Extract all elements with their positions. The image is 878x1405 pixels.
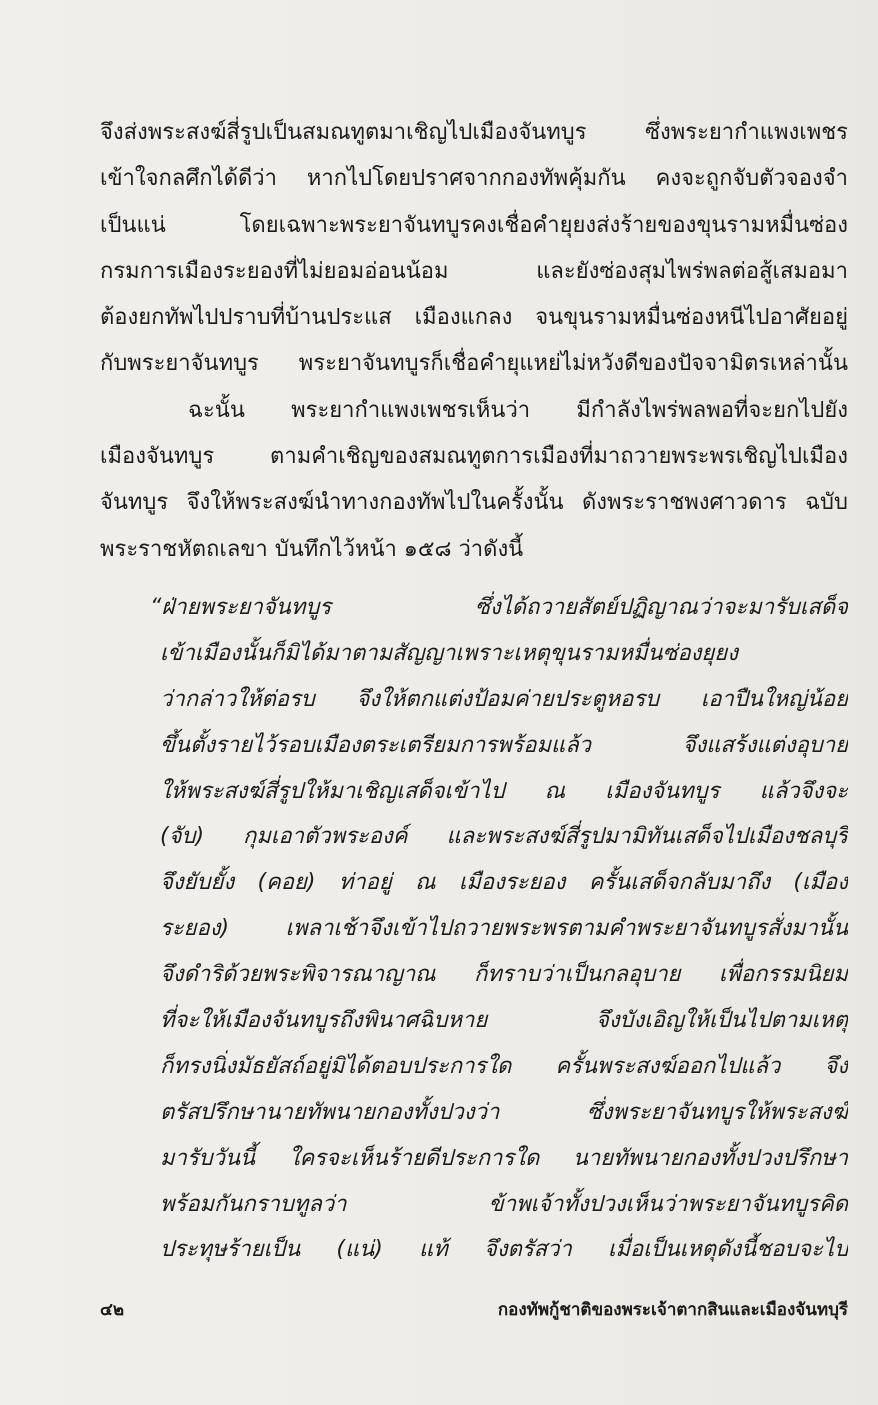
paragraph2-line: พระราชหัตถเลขา บันทึกไว้หน้า ๑๕๘ ว่าดังนี้ [100, 536, 524, 562]
paragraph1-line: เป็นแน่ โดยเฉพาะพระยาจันทบูรคงเชื่อคำยุยงส่งร้ายของขุนรามหมื่นซ่อง [100, 212, 848, 238]
quote-line: ให้พระสงฆ์สี่รูปให้มาเชิญเสด็จเข้าไป ณ เมืองจันทบูร แล้วจึงจะ [160, 778, 848, 804]
paragraph1-line: เข้าใจกลศึกได้ดีว่า หากไปโดยปราศจากกองทัพคุ้มกัน คงจะถูกจับตัวจองจำ [100, 166, 848, 192]
paragraph1-line: กับพระยาจันทบูร พระยาจันทบูรก็เชื่อคำยุแหย่ไม่หวังดีของปัจจามิตรเหล่านั้น [100, 351, 848, 377]
quote-line: ว่ากล่าวให้ต่อรบ จึงให้ตกแต่งป้อมค่ายประตูหอรบ เอาปืนใหญ่น้อย [160, 686, 848, 712]
quote-line: ระยอง) เพลาเช้าจึงเข้าไปถวายพระพรตามคำพระยาจันทบูรสั่งมานั้น [160, 916, 848, 942]
quote-line: “ฝ่ายพระยาจันทบูร ซึ่งได้ถวายสัตย์ปฏิญาณว่าจะมารับเสด็จ [150, 595, 848, 620]
paragraph1-line: กรมการเมืองระยองที่ไม่ยอมอ่อนน้อม และยังซ่องสุมไพร่พลต่อสู้เสมอมา [100, 258, 848, 284]
paragraph2-line: จันทบูร จึงให้พระสงฆ์นำทางกองทัพไปในครั้งนั้น ดังพระราชพงศาวดาร ฉบับ [100, 490, 848, 516]
quote-line: มารับวันนี้ ใครจะเห็นร้ายดีประการใด นายทัพนายกองทั้งปวงปรึกษา [160, 1145, 848, 1171]
quote-line: เข้าเมืองนั้นก็มิได้มาตามสัญญาเพราะเหตุขุนรามหมื่นซ่องยุยง [160, 640, 738, 666]
quote-line: ก็ทรงนิ่งมัธยัสถ์อยู่มิได้ตอบประการใด ครั้นพระสงฆ์ออกไปแล้ว จึง [160, 1053, 848, 1079]
page-number: ๔๒ [100, 1300, 125, 1320]
quote-line: จึงยับยั้ง (คอย) ท่าอยู่ ณ เมืองระยอง ครั้นเสด็จกลับมาถึง (เมือง [160, 870, 848, 896]
paragraph1-line: ต้องยกทัพไปปราบที่บ้านประแส เมืองแกลง จนขุนรามหมื่นซ่องหนีไปอาศัยอยู่ [100, 305, 848, 331]
paragraph1-line: จึงส่งพระสงฆ์สี่รูปเป็นสมณทูตมาเชิญไปเมืองจันทบูร ซึ่งพระยากำแพงเพชร [100, 120, 848, 145]
quote-line: พร้อมกันกราบทูลว่า ข้าพเจ้าทั้งปวงเห็นว่าพระยาจันทบูรคิด [160, 1191, 848, 1217]
quote-line: ตรัสปรึกษานายทัพนายกองทั้งปวงว่า ซึ่งพระยาจันทบูรให้พระสงฆ์ [160, 1099, 848, 1125]
quote-line: ประทุษร้ายเป็น (แน่) แท้ จึงตรัสว่า เมื่อเป็นเหตุดังนี้ชอบจะไป [160, 1237, 848, 1263]
block-quote [150, 585, 848, 1273]
paragraph2-line: ฉะนั้น พระยากำแพงเพชรเห็นว่า มีกำลังไพร่พลพอที่จะยกไปยัง [188, 397, 848, 423]
page-footer [100, 1290, 848, 1330]
running-title: กองทัพกู้ชาติของพระเจ้าตากสินและเมืองจันทบุรี [497, 1300, 848, 1320]
quote-line: ขึ้นตั้งรายไว้รอบเมืองตระเตรียมการพร้อมแล้ว จึงแสร้งแต่งอุบาย [160, 732, 848, 758]
main-text [100, 110, 848, 573]
quote-line: ที่จะให้เมืองจันทบูรถึงพินาศฉิบหาย จึงบังเอิญให้เป็นไปตามเหตุ [160, 1008, 848, 1034]
paragraph2-line: เมืองจันทบูร ตามคำเชิญของสมณทูตการเมืองที่มาถวายพระพรเชิญไปเมือง [100, 444, 848, 470]
quote-line: จึงดำริด้วยพระพิจารณาญาณ ก็ทราบว่าเป็นกลอุบาย เพื่อกรรมนิยม [160, 962, 848, 988]
quote-line: (จับ) กุมเอาตัวพระองค์ และพระสงฆ์สี่รูปมามิทันเสด็จไปเมืองชลบุรี [160, 824, 848, 850]
